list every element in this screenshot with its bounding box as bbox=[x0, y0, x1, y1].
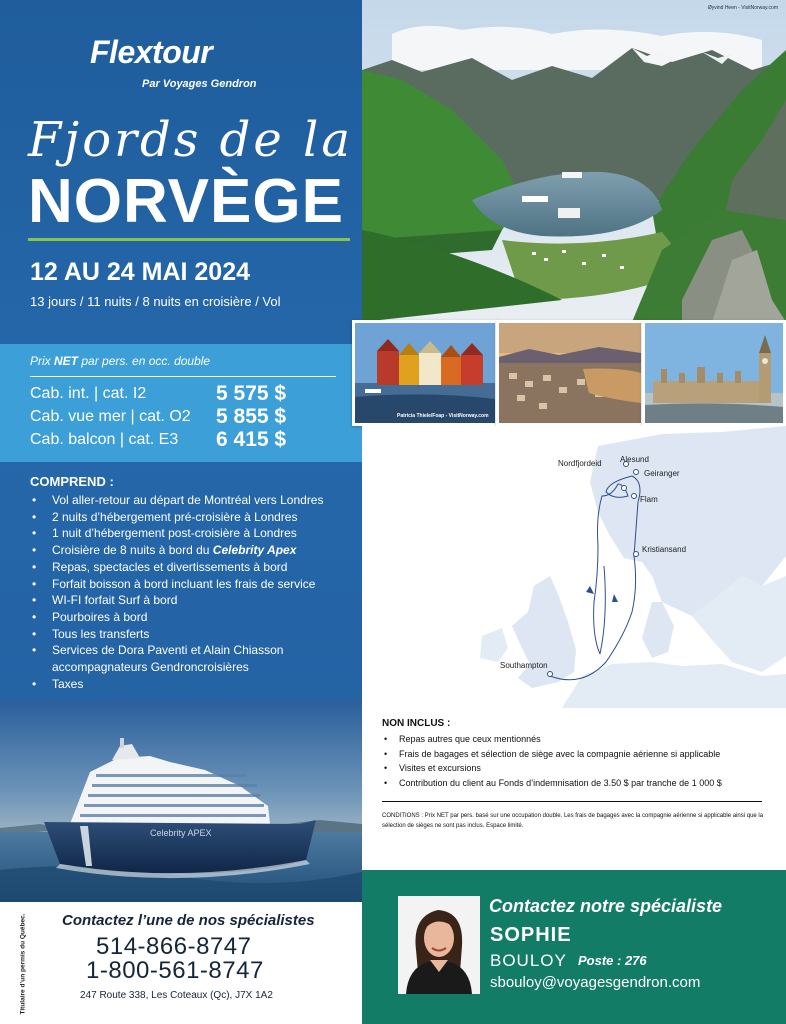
thumb-photo-credit: Patricia Thiele/Foap - VisitNorway.com bbox=[397, 413, 489, 419]
fjord-landscape-image bbox=[362, 0, 786, 322]
offer-panel bbox=[0, 0, 362, 902]
cruise-ship-photo bbox=[0, 700, 362, 902]
map-label-nordfjordeid: Nordfjordeid bbox=[558, 459, 602, 468]
title-script-line: Fjords de la bbox=[28, 112, 354, 168]
list-item: • Visites et excursions bbox=[382, 761, 772, 776]
list-item: • Taxes bbox=[30, 676, 350, 693]
permit-text: Titulaire d’un permis du Québec. bbox=[19, 913, 27, 1015]
excludes-title: NON INCLUS : bbox=[382, 718, 451, 729]
list-item: • 1 nuit d’hébergement post-croisière à Londres bbox=[30, 525, 350, 542]
list-item: • Vol aller-retour au départ de Montréal vers Londres bbox=[30, 492, 350, 509]
price-row bbox=[30, 382, 330, 406]
cabin-label: Cab. balcon | cat. E3 bbox=[30, 431, 179, 448]
logo-subtitle: Par Voyages Gendron bbox=[142, 78, 257, 90]
bergen-image bbox=[355, 323, 495, 423]
ship-name: Celebrity Apex bbox=[212, 543, 297, 558]
list-item: • Tous les transferts bbox=[30, 626, 350, 643]
specialist-first-name: SOPHIE bbox=[490, 924, 572, 946]
conditions-text: CONDITIONS : Prix NET par pers. basé sur une occupation double. Les frais de bagages avec la compagnie aérienne si applicable ainsi que la sélection de sièges ne sont pas inclus. Espace limité. bbox=[382, 813, 764, 829]
cabin-label: Cab. vue mer | cat. O2 bbox=[30, 408, 191, 425]
price-box bbox=[0, 344, 362, 462]
title-divider bbox=[28, 238, 350, 241]
price-row bbox=[30, 405, 330, 429]
conditions-divider bbox=[382, 801, 762, 802]
map-label-geiranger: Geiranger bbox=[644, 469, 680, 478]
includes-list bbox=[30, 492, 350, 692]
list-item: • WI-FI forfait Surf à bord bbox=[30, 592, 350, 609]
page-title: NORVÈGE bbox=[28, 167, 344, 236]
bergen-photo bbox=[352, 320, 498, 426]
excludes-list bbox=[382, 732, 772, 790]
list-item: • 2 nuits d’hébergement pré-croisière à Londres bbox=[30, 509, 350, 526]
cabin-label: Cab. int. | cat. I2 bbox=[30, 385, 147, 402]
agency-address: 247 Route 338, Les Coteaux (Qc), J7X 1A2 bbox=[80, 990, 273, 1001]
price-heading-prefix: Prix bbox=[30, 354, 51, 368]
list-item-text: Croisière de 8 nuits à bord du bbox=[52, 543, 210, 558]
ship-hull-name: Celebrity APEX bbox=[150, 828, 212, 838]
cabin-price: 5 855 $ bbox=[216, 405, 287, 428]
map-label-southampton: Southampton bbox=[500, 661, 548, 670]
map-label-alesund: Alesund bbox=[620, 455, 649, 464]
map-label-kristiansand: Kristiansand bbox=[642, 545, 687, 554]
cabin-price: 6 415 $ bbox=[216, 428, 287, 451]
price-heading-net: NET bbox=[54, 354, 79, 368]
fjord-hero-photo bbox=[362, 0, 786, 322]
specialist-extension: Poste : 276 bbox=[578, 953, 647, 968]
price-heading bbox=[30, 354, 210, 368]
permit-note bbox=[8, 913, 38, 1015]
specialist-last-name: BOULOY bbox=[490, 951, 567, 970]
alesund-photo bbox=[496, 320, 644, 426]
phone-local[interactable]: 514-866-8747 bbox=[96, 933, 252, 960]
specialist-portrait bbox=[398, 896, 480, 994]
contact-heading: Contactez l’une de nos spécialistes bbox=[62, 912, 315, 929]
phone-toll-free[interactable]: 1-800-561-8747 bbox=[86, 957, 264, 984]
specialist-photo bbox=[398, 896, 480, 994]
list-item: • Repas autres que ceux mentionnés bbox=[382, 732, 772, 747]
specialist-email-link[interactable]: sbouloy@voyagesgendron.com bbox=[490, 974, 701, 991]
logo-wordmark: Flextour bbox=[90, 34, 213, 70]
cabin-price: 5 575 $ bbox=[216, 382, 287, 405]
list-item: • Frais de bagages et sélection de siège avec la compagnie aérienne si applicable bbox=[382, 747, 772, 762]
list-item: • Pourboires à bord bbox=[30, 609, 350, 626]
price-heading-suffix: par pers. en occ. double bbox=[81, 354, 211, 368]
price-divider bbox=[30, 376, 336, 377]
list-item bbox=[30, 542, 350, 559]
price-row bbox=[30, 428, 330, 452]
trip-dates: 12 AU 24 MAI 2024 bbox=[30, 258, 251, 286]
list-item: • Forfait boisson à bord incluant les frais de service bbox=[30, 576, 350, 593]
map-label-flam: Flam bbox=[640, 495, 658, 504]
trip-duration: 13 jours / 11 nuits / 8 nuits en croisière / Vol bbox=[30, 294, 281, 309]
london-image bbox=[645, 323, 783, 423]
hero-photo-credit: Øyvind Heen - VisitNorway.com bbox=[707, 5, 778, 11]
london-photo bbox=[642, 320, 786, 426]
alesund-image bbox=[499, 323, 641, 423]
includes-title: COMPREND : bbox=[30, 474, 114, 489]
list-item: • Services de Dora Paventi et Alain Chiasson accompagnateurs Gendroncroisières bbox=[30, 642, 350, 675]
specialist-heading: Contactez notre spécialiste bbox=[489, 896, 723, 916]
flextour-logo bbox=[90, 34, 270, 94]
cruise-route-map bbox=[362, 426, 786, 708]
list-item: • Contribution du client au Fonds d’indemnisation de 3.50 $ par tranche de 1 000 $ bbox=[382, 776, 772, 791]
list-item: • Repas, spectacles et divertissements à bord bbox=[30, 559, 350, 576]
